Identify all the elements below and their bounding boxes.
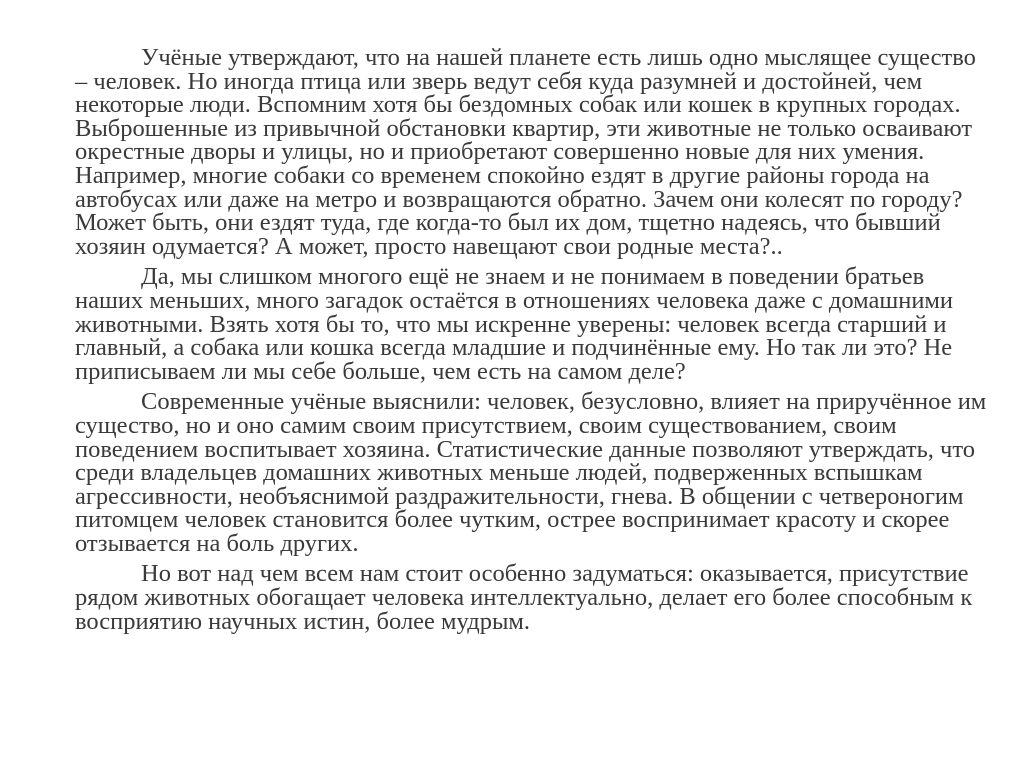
paragraph-3: Современные учёные выяснили: человек, безусловно, влияет на приручённое им существо, но и оно самим своим присутствием, своим существованием, своим поведением воспитывает хозяина. Статистические данные позволяют утверждать, что среди владельцев домашних животных меньше людей, подверженных вспышкам агрессивности, необъяснимой раздражительности, гнева. В общении с четвероногим питомцем человек становится более чутким, острее воспринимает красоту и скорее отзывается на боль других. [75,388,987,557]
document-body [75,46,989,640]
paragraph-1: Учёные утверждают, что на нашей планете есть лишь одно мыслящее существо – человек. Но иногда птица или зверь ведут себя куда разумней и достойней, чем некоторые люди. Вспомним хотя бы бездомных собак или кошек в крупных городах. Выброшенные из привычной обстановки квартир, эти животные не только осваивают окрестные дворы и улицы, но и приобретают совершенно новые для них умения. Например, многие собаки со временем спокойно ездят в другие районы города на автобусах или даже на метро и возвращаются обратно. Зачем они колесят по городу? Может быть, они ездят туда, где когда-то был их дом, тщетно надеясь, что бывший хозяин одумается? А может, просто навещают свои родные места?.. [75,44,976,260]
paragraph-4: Но вот над чем всем нам стоит особенно задуматься: оказывается, присутствие рядом животных обогащает человека интеллектуально, делает его более способным к восприятию научных истин, более мудрым. [75,560,973,635]
paragraph-2: Да, мы слишком многого ещё не знаем и не понимаем в поведении братьев наших меньших, много загадок остаётся в отношениях человека даже с домашними животными. Взять хотя бы то, что мы искренне уверены: человек всегда старший и главный, а собака или кошка всегда младшие и подчинённые ему. Но так ли это? Не приписываем ли мы себе больше, чем есть на самом деле? [75,263,954,385]
